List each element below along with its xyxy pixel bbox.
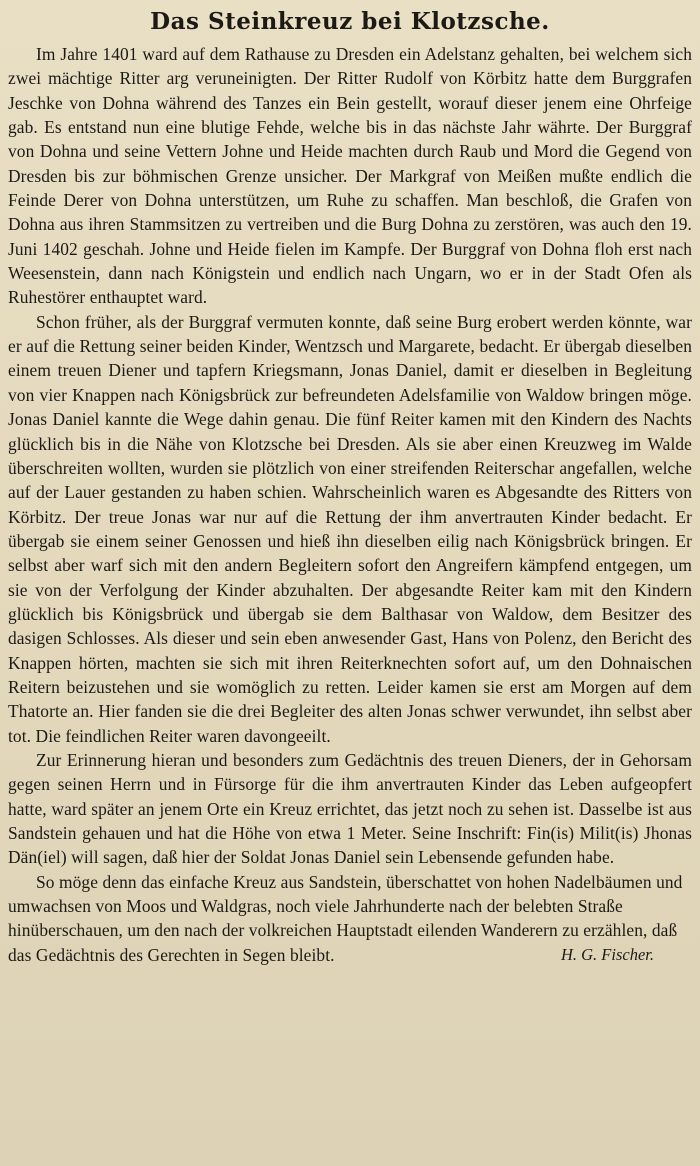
paragraph-3: Zur Erinnerung hieran und besonders zum Gedächtnis des treuen Dieners, der in Gehorsam gegen seinen Herrn und in Fürsorge für die ihm anvertrauten Kinder das Leben aufgeopfert hatte, ward später an jenem Orte ein Kreuz errichtet, das jetzt noch zu sehen ist. Dasselbe ist aus Sandstein gehauen und hat die Höhe von etwa 1 Meter. Seine Inschrift: Fin(is) Milit(is) Jhonas Dän(iel) will sagen, daß hier der Soldat Jonas Daniel sein Lebensende gefunden habe. — [8, 749, 692, 868]
paragraph-4: So möge denn das einfache Kreuz aus Sandstein, überschattet von hohen Nadelbäumen und umwachsen von Moos und Waldgras, noch viele Jahrhunderte nach der belebten Straße hinüberschauen, um den nach der volkreichen Hauptstadt eilenden Wanderern zu erzählen, daß das Gedächtnis des Gerechten in Segen bleibt. — [8, 871, 683, 965]
article-body — [8, 42, 692, 967]
author-signature: H. G. Fischer. — [560, 944, 654, 964]
article-title: Das Steinkreuz bei Klotzsche. — [150, 8, 550, 35]
paragraph-1: Im Jahre 1401 ward auf dem Rathause zu Dresden ein Adelstanz gehalten, bei welchem sich zwei mächtige Ritter arg veruneinigten. Der Ritter Rudolf von Körbitz hatte dem Burggrafen Jeschke von Dohna während des Tanzes ein Bein gestellt, worauf dieser jenem eine Ohrfeige gab. Es entstand nun eine blutige Fehde, welche bis in das nächste Jahr währte. Der Burggraf von Dohna und seine Vettern Johne und Heide machten durch Raub und Mord die Gegend von Dresden bis zur böhmischen Grenze unsicher. Der Markgraf von Meißen mußte endlich die Feinde Derer von Dohna unterstützen, um Ruhe zu schaffen. Man beschloß, die Grafen von Dohna aus ihren Stammsitzen zu vertreiben und die Burg Dohna zu zerstören, was auch den 19. Juni 1402 geschah. Johne und Heide fielen im Kampfe. Der Burggraf von Dohna floh erst nach Weesenstein, dann nach Königstein und endlich nach Ungarn, wo er in der Stadt Ofen als Ruhestörer enthauptet ward. — [8, 44, 692, 308]
paragraph-2: Schon früher, als der Burggraf vermuten konnte, daß seine Burg erobert werden könnte, war er auf die Rettung seiner beiden Kinder, Wentzsch und Margarete, bedacht. Er übergab dieselben einem treuen Diener und tapfern Kriegsmann, Jonas Daniel, damit er dieselben in Begleitung von vier Knappen nach Königsbrück zur befreundeten Adelsfamilie von Waldow bringen möge. Jonas Daniel kannte die Wege dahin genau. Die fünf Reiter kamen mit den Kindern des Nachts glücklich bis in die Nähe von Klotzsche bei Dresden. Als sie aber einen Kreuzweg im Walde überschreiten wollten, wurden sie plötzlich von einer streifenden Reiterschar angefallen, welche auf der Lauer gestanden zu haben schien. Wahrscheinlich waren es Abgesandte des Ritters von Körbitz. Der treue Jonas war nur auf die Rettung der ihm anvertrauten Kinder bedacht. Er übergab sie einem seiner Genossen und hieß ihn dieselben eilig nach Königsbrück bringen. Er selbst aber warf sich mit den andern Begleitern sofort den Angreifern kämpfend entgegen, um sie von der Verfolgung der Kinder abzuhalten. Der abgesandte Reiter kam mit den Kindern glücklich bis Königsbrück und übergab sie dem Balthasar von Waldow, dem Besitzer des dasigen Schlosses. Als dieser und sein eben anwesender Gast, Hans von Polenz, den Bericht des Knappen hörten, machten sie sich mit ihren Reiterknechten sofort auf, um den Dohnaischen Reitern beizustehen und sie womöglich zu retten. Leider kamen sie erst am Morgen auf dem Thatorte an. Hier fanden sie die drei Begleiter des alten Jonas schwer verwundet, ihn selbst aber tot. Die feindlichen Reiter waren davongeeilt. — [8, 311, 692, 746]
